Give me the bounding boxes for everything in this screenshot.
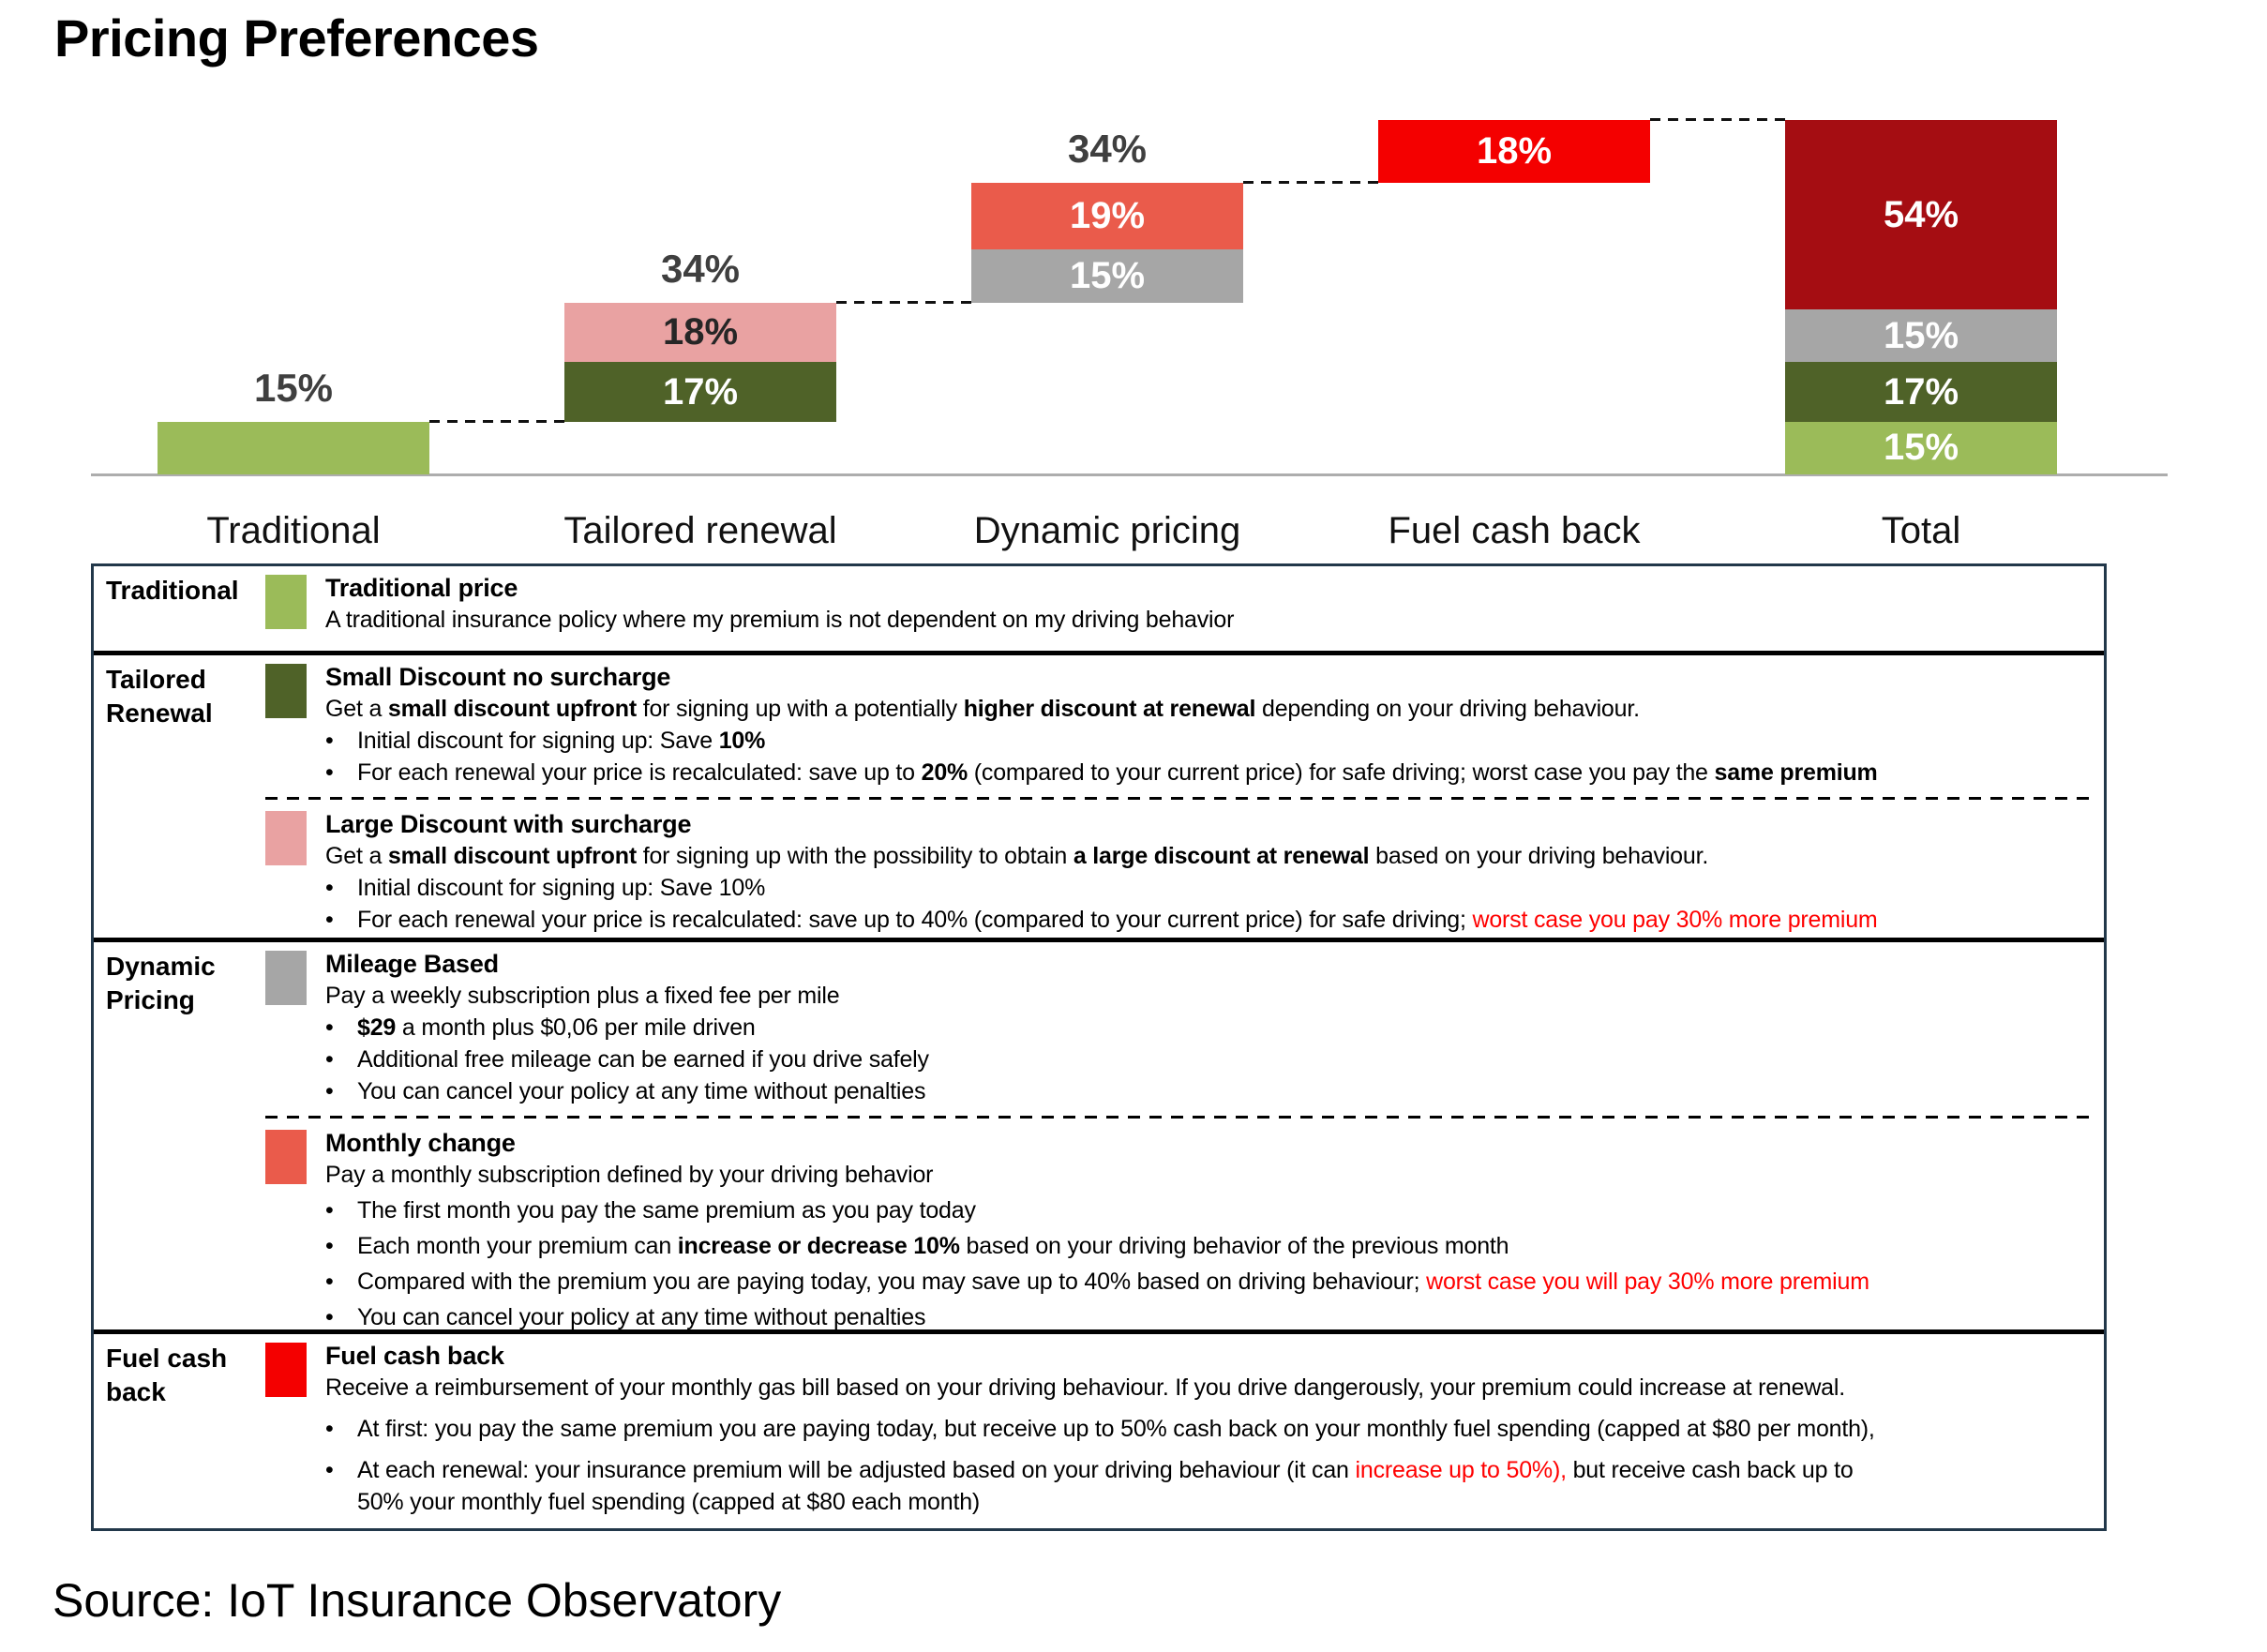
- bar-segment-mileage-based: [1785, 309, 2057, 362]
- bar-total-label: 34%: [660, 246, 741, 291]
- bullet-item: • At each renewal: your insurance premium will be adjusted based on your driving behaviour (it can increase up to 50%), but receive cash back up to: [325, 1454, 357, 1486]
- row-label-line: Pricing: [106, 985, 195, 1014]
- legend-swatch-traditional-price: [265, 575, 307, 629]
- option-title: Fuel cash back: [325, 1342, 504, 1370]
- bar-segment-total: [1785, 120, 2057, 309]
- bullet-continuation: 50% your monthly fuel spending (capped at $80 each month): [325, 1486, 2096, 1518]
- row-label-line: Renewal: [106, 698, 213, 728]
- option-title: Traditional price: [325, 574, 518, 602]
- row-label-line: Fuel cash: [106, 1344, 228, 1373]
- bullet-item: • $29 a month plus $0,06 per mile driven: [325, 1012, 357, 1044]
- legend-swatch-large-discount-with-surcharge: [265, 811, 307, 865]
- option-title: Small Discount no surcharge: [325, 663, 671, 691]
- option-title: Mileage Based: [325, 950, 499, 978]
- legend-section-monthly-change: [265, 1127, 2096, 1329]
- table-row-tailored-renewal: [94, 651, 2104, 938]
- legend-table: [91, 563, 2107, 1531]
- option-title: Large Discount with surcharge: [325, 810, 692, 838]
- description-line: A traditional insurance policy where my premium is not dependent on my driving behavior: [325, 607, 1235, 633]
- bullet-item: • For each renewal your price is recalculated: save up to 20% (compared to your current price) for safe driving; worst case you pay the same premium: [325, 757, 357, 788]
- legend-swatch-small-discount-no-surcharge: [265, 664, 307, 718]
- legend-section-traditional-price: [265, 572, 2096, 636]
- bullet-icon: •: [325, 1304, 334, 1329]
- bar-segment-fuel-cash-back: [1378, 120, 1650, 183]
- waterfall-connector: [836, 301, 973, 304]
- table-row-traditional: [94, 566, 2104, 651]
- bar-segment-small-discount-no-surcharge: [564, 362, 836, 422]
- waterfall-connector: [1650, 118, 1787, 121]
- bar-value-label: 15%: [1883, 314, 1959, 356]
- legend-section-large-discount-with-surcharge: [265, 808, 2096, 936]
- bullet-icon: •: [325, 1014, 334, 1041]
- bullet-item: • Additional free mileage can be earned if you drive safely: [325, 1044, 357, 1075]
- bullet-icon: •: [325, 1078, 334, 1104]
- row-label-line: Traditional: [106, 576, 239, 605]
- bar-value-label: 17%: [662, 370, 739, 413]
- bar-segment-traditional-price: [1785, 422, 2057, 474]
- category-label-total: Total: [1881, 510, 1961, 551]
- bar-total-label: 15%: [253, 365, 334, 410]
- bar-segment-small-discount-no-surcharge: [1785, 362, 2057, 422]
- bar-value-label: 19%: [1069, 195, 1146, 237]
- row-label-line: back: [106, 1377, 166, 1406]
- category-label-traditional: Traditional: [206, 510, 381, 551]
- bullet-icon: •: [325, 1269, 334, 1295]
- bullet-item: • At first: you pay the same premium you are paying today, but receive up to 50% cash back on your monthly fuel spending (capped at $80 per month),: [325, 1413, 357, 1445]
- category-label-tailored-renewal: Tailored renewal: [563, 510, 837, 551]
- bullet-spacer: [325, 1486, 357, 1518]
- bullet-icon: •: [325, 759, 334, 786]
- bar-total-label: 34%: [1067, 127, 1148, 172]
- bar-segment-monthly-change: [971, 183, 1243, 249]
- bullet-item: • You can cancel your policy at any time without penalties: [325, 1075, 357, 1107]
- bullet-item: • Compared with the premium you are paying today, you may save up to 40% based on driving behaviour; worst case you will pay 30% more premium: [325, 1266, 357, 1298]
- bar-value-label: 18%: [1476, 130, 1553, 173]
- bullet-icon: •: [325, 1197, 334, 1224]
- legend-swatch-fuel-cash-back: [265, 1343, 307, 1397]
- bar-segment-large-discount-with-surcharge: [564, 303, 836, 363]
- option-title: Monthly change: [325, 1129, 516, 1157]
- row-label: [94, 942, 265, 1329]
- legend-section-mileage-based: [265, 948, 2096, 1107]
- bar-value-label: 17%: [1883, 370, 1959, 413]
- table-row-dynamic-pricing: [94, 938, 2104, 1329]
- bar-value-label: 54%: [1883, 193, 1959, 235]
- row-label: [94, 566, 265, 651]
- row-label: [94, 1334, 265, 1528]
- legend-section-small-discount-no-surcharge: [265, 661, 2096, 788]
- bar-value-label: 15%: [1069, 255, 1146, 297]
- bullet-icon: •: [325, 1233, 334, 1259]
- description-line: Get a small discount upfront for signing up with a potentially higher discount at renewal depending on your driving behaviour.: [325, 696, 1640, 722]
- row-label-line: Dynamic: [106, 952, 216, 981]
- bar-value-label: 15%: [1883, 427, 1959, 469]
- bullet-icon: •: [325, 1457, 334, 1483]
- dashed-divider: [265, 797, 2096, 800]
- row-label: [94, 655, 265, 938]
- bullet-item: • The first month you pay the same premium as you pay today: [325, 1194, 357, 1226]
- page-title: Pricing Preferences: [54, 8, 539, 68]
- description-line: Get a small discount upfront for signing up with the possibility to obtain a large discount at renewal based on your driving behaviour.: [325, 843, 1709, 869]
- table-row-fuel-cash-back: [94, 1329, 2104, 1528]
- description-line: Pay a weekly subscription plus a fixed fee per mile: [325, 983, 840, 1009]
- description-line: Pay a monthly subscription defined by your driving behavior: [325, 1162, 934, 1188]
- bullet-item: • Initial discount for signing up: Save 10%: [325, 725, 357, 757]
- bar-segment-traditional-price: [158, 422, 429, 474]
- legend-swatch-mileage-based: [265, 951, 307, 1005]
- bullet-icon: •: [325, 1046, 334, 1073]
- source-caption: Source: IoT Insurance Observatory: [53, 1574, 782, 1627]
- bullet-icon: •: [325, 907, 334, 933]
- category-label-dynamic-pricing: Dynamic pricing: [973, 510, 1241, 551]
- bullet-icon: •: [325, 1416, 334, 1442]
- bar-value-label: 18%: [662, 310, 739, 353]
- bullet-icon: •: [325, 875, 334, 901]
- dashed-divider: [265, 1116, 2096, 1119]
- description-line: Receive a reimbursement of your monthly gas bill based on your driving behaviour. If you drive dangerously, your premium could increase at renewal.: [325, 1374, 1845, 1401]
- row-label-line: Tailored: [106, 665, 206, 694]
- bullet-item: • You can cancel your policy at any time without penalties: [325, 1301, 357, 1329]
- legend-swatch-monthly-change: [265, 1130, 307, 1184]
- waterfall-connector: [1243, 181, 1380, 184]
- category-label-fuel-cash-back: Fuel cash back: [1388, 510, 1641, 551]
- bullet-item: • Each month your premium can increase or decrease 10% based on your driving behavior of the previous month: [325, 1230, 357, 1262]
- bullet-item: • Initial discount for signing up: Save 10%: [325, 872, 357, 904]
- legend-section-fuel-cash-back: [265, 1340, 2096, 1518]
- bar-segment-mileage-based: [971, 249, 1243, 302]
- waterfall-connector: [429, 420, 566, 423]
- bullet-icon: •: [325, 728, 334, 754]
- bullet-item: • For each renewal your price is recalculated: save up to 40% (compared to your current price) for safe driving; worst case you pay 30% more premium: [325, 904, 357, 936]
